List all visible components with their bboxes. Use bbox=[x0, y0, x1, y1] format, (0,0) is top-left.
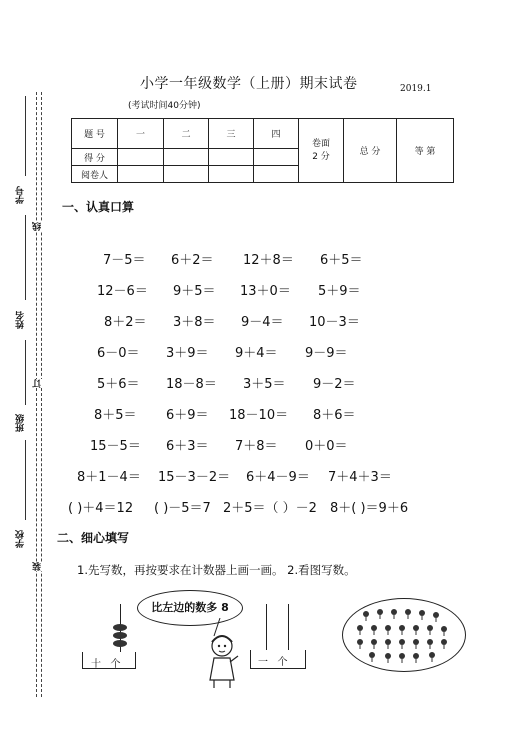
math-problem: 8＋5＝ bbox=[94, 408, 137, 423]
abacus-bead bbox=[113, 640, 127, 647]
math-problem: 2＋5＝（ ）－2 bbox=[223, 501, 317, 516]
math-problem: 12－6＝ bbox=[97, 284, 148, 299]
math-problem: 5＋9＝ bbox=[318, 284, 361, 299]
school-line[interactable] bbox=[25, 440, 27, 520]
grader-cell[interactable] bbox=[254, 166, 299, 183]
binding-word-line: 线 bbox=[33, 222, 43, 231]
score-table-header-cell: 总 分 bbox=[344, 119, 397, 183]
math-problem: ( )＋4＝12 bbox=[68, 501, 134, 516]
abacus-rod-right-2 bbox=[288, 604, 289, 650]
margin-label-class: 班级 bbox=[16, 414, 26, 432]
binding-line-inner bbox=[41, 92, 42, 697]
math-problem: 15－5＝ bbox=[90, 439, 141, 454]
abacus-beads bbox=[113, 624, 127, 648]
margin-label-student-id: 学号 bbox=[16, 186, 26, 204]
speech-bubble: 比左边的数多 8 bbox=[137, 590, 243, 626]
class-line[interactable] bbox=[25, 340, 27, 405]
math-problem: 10－3＝ bbox=[309, 315, 360, 330]
math-problem: 6＋3＝ bbox=[166, 439, 209, 454]
math-problem: 9－4＝ bbox=[241, 315, 284, 330]
math-problem: 3＋9＝ bbox=[166, 346, 209, 361]
score-table-header-cell: 题 号 bbox=[72, 119, 118, 149]
math-problem: 12＋8＝ bbox=[243, 253, 294, 268]
grader-cell[interactable] bbox=[164, 166, 209, 183]
math-problem: 9－9＝ bbox=[305, 346, 348, 361]
student-id-line[interactable] bbox=[25, 96, 27, 176]
math-problem: 18－10＝ bbox=[229, 408, 289, 423]
margin-label-name: 姓名 bbox=[16, 311, 26, 329]
math-problem: 6－0＝ bbox=[97, 346, 140, 361]
math-problem: 3＋8＝ bbox=[173, 315, 216, 330]
score-table bbox=[71, 118, 454, 183]
math-problem: 9＋5＝ bbox=[173, 284, 216, 299]
math-problem: 9－2＝ bbox=[313, 377, 356, 392]
margin-label-school: 学校 bbox=[16, 530, 26, 548]
math-problem: 8＋1－4＝ bbox=[77, 470, 141, 485]
binding-word-bind: 装 bbox=[33, 562, 43, 571]
math-problem: 13＋0＝ bbox=[240, 284, 291, 299]
exam-duration-note: (考试时间40分钟) bbox=[128, 101, 201, 111]
abacus-bead bbox=[113, 624, 127, 631]
score-cell[interactable] bbox=[164, 149, 209, 166]
score-table-row-label: 得 分 bbox=[72, 149, 118, 166]
math-problem: 6＋2＝ bbox=[171, 253, 214, 268]
score-table-header-cell: 一 bbox=[118, 119, 164, 149]
score-table-header-cell: 卷面 2 分 bbox=[299, 119, 344, 183]
section-1-heading: 一、认真口算 bbox=[62, 200, 135, 214]
math-problem: 3＋5＝ bbox=[243, 377, 286, 392]
math-problem: 9＋4＝ bbox=[235, 346, 278, 361]
math-problem: 0＋0＝ bbox=[305, 439, 348, 454]
binding-word-staple: 订 bbox=[33, 379, 43, 388]
abacus-bead bbox=[113, 632, 127, 639]
grader-cell[interactable] bbox=[118, 166, 164, 183]
child-illustration bbox=[202, 618, 244, 690]
score-table-row-label: 阅卷人 bbox=[72, 166, 118, 183]
binding-line-left bbox=[36, 92, 37, 697]
score-table-header-cell: 四 bbox=[254, 119, 299, 149]
score-table-header-cell: 三 bbox=[209, 119, 254, 149]
math-problem: 6＋5＝ bbox=[320, 253, 363, 268]
question-1-prompt: 1.先写数，再按要求在计数器上画一画。 2.看图写数。 bbox=[77, 563, 356, 577]
math-problem: 15－3－2＝ bbox=[158, 470, 231, 485]
math-problem: 5＋6＝ bbox=[97, 377, 140, 392]
page-title: 小学一年级数学（上册）期末试卷 bbox=[140, 76, 358, 92]
math-problem: 7＋8＝ bbox=[235, 439, 278, 454]
math-problem: 8＋6＝ bbox=[313, 408, 356, 423]
exam-date: 2019.1 bbox=[400, 84, 432, 94]
math-problem: 18－8＝ bbox=[166, 377, 217, 392]
section-2-heading: 二、细心填写 bbox=[57, 531, 130, 545]
math-problem: 8＋2＝ bbox=[104, 315, 147, 330]
counting-figures bbox=[352, 604, 456, 664]
math-problem: 7＋4＋3＝ bbox=[328, 470, 392, 485]
math-problem: 8＋( )＝9＋6 bbox=[330, 501, 409, 516]
abacus-right-label: 一 个 bbox=[258, 657, 288, 668]
math-problem: 6＋9＝ bbox=[166, 408, 209, 423]
math-problem: 6＋4－9＝ bbox=[246, 470, 310, 485]
abacus-left-label: 十 个 bbox=[91, 659, 121, 670]
abacus-rod-right-1 bbox=[266, 604, 267, 650]
score-cell[interactable] bbox=[209, 149, 254, 166]
score-cell[interactable] bbox=[254, 149, 299, 166]
score-cell[interactable] bbox=[118, 149, 164, 166]
name-line[interactable] bbox=[25, 215, 27, 300]
grader-cell[interactable] bbox=[209, 166, 254, 183]
math-problem: ( )－5＝7 bbox=[154, 501, 211, 516]
score-table-header-cell: 等 第 bbox=[397, 119, 454, 183]
math-problem: 7－5＝ bbox=[103, 253, 146, 268]
score-table-header-cell: 二 bbox=[164, 119, 209, 149]
